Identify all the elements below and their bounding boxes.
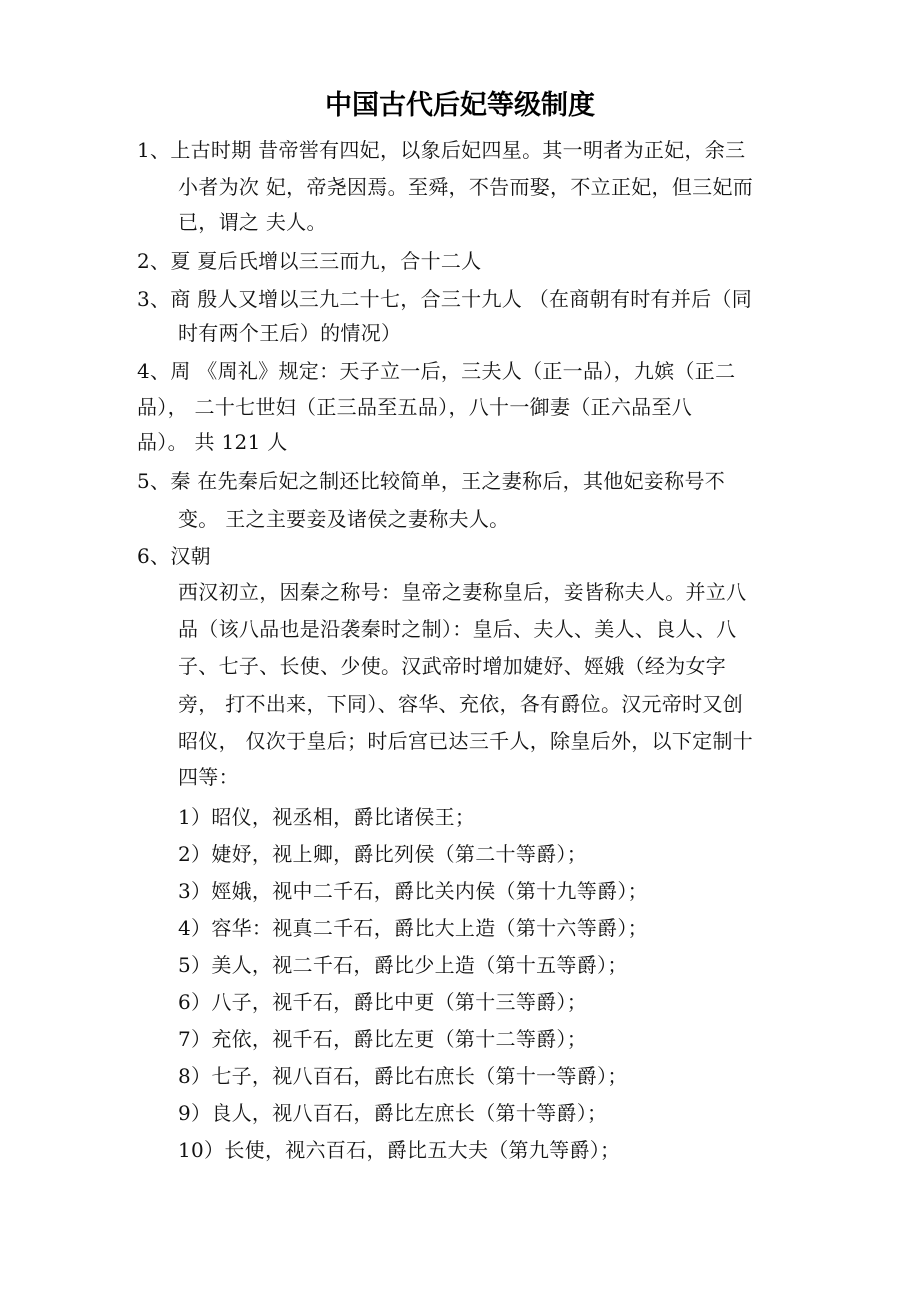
text-line: 小者为次 妃，帝尧因焉。至舜，不告而娶，不立正妃，但三妃而 (178, 175, 754, 199)
text-line: 1、上古时期 昔帝喾有四妃，以象后妃四星。其一明者为正妃，余三 (137, 138, 746, 162)
list-item: 5）美人，视二千石，爵比少上造（第十五等爵）； (178, 953, 628, 977)
list-item: 10）长使，视六百石，爵比五大夫（第九等爵）； (178, 1138, 621, 1162)
text-line: 时有两个王后）的情况） (178, 321, 402, 345)
text-line: 变。 王之主要妾及诸侯之妻称夫人。 (178, 507, 510, 531)
text-line: 品）。 共 121 人 (137, 430, 288, 454)
list-item: 7）充依，视千石，爵比左更（第十二等爵）； (178, 1027, 588, 1051)
text-line: 品）， 二十七世妇（正三品至五品），八十一御妻（正六品至八 (137, 395, 693, 419)
text-line: 西汉初立，因秦之称号：皇帝之妻称皇后，妾皆称夫人。并立八 (178, 580, 747, 604)
text-line: 已，谓之 夫人。 (178, 210, 327, 234)
list-item: 4）容华：视真二千石，爵比大上造（第十六等爵）； (178, 916, 648, 940)
text-line: 5、秦 在先秦后妃之制还比较简单，王之妻称后，其他妃妾称号不 (137, 469, 726, 493)
text-line: 昭仪， 仅次于皇后；时后宫已达三千人，除皇后外，以下定制十 (178, 729, 754, 753)
text-line: 4、周 《周礼》规定：天子立一后，三夫人（正一品），九嫔（正二 (137, 359, 736, 383)
list-item: 3）娙娥，视中二千石，爵比关内侯（第十九等爵）； (178, 879, 648, 903)
text-line: 旁， 打不出来，下同）、容华、充依，各有爵位。汉元帝时又创 (178, 692, 744, 716)
text-line: 6、汉朝 (137, 544, 211, 568)
text-line: 子、七子、长使、少使。汉武帝时增加婕妤、娙娥（经为女字 (178, 654, 727, 678)
text-line: 四等： (178, 765, 239, 789)
text-line: 2、夏 夏后氏增以三三而九，合十二人 (137, 249, 482, 273)
list-item: 8）七子，视八百石，爵比右庶长（第十一等爵）； (178, 1064, 628, 1088)
text-line: 品（该八品也是沿袭秦时之制）：皇后、夫人、美人、良人、八 (178, 617, 737, 641)
document-title: 中国古代后妃等级制度 (325, 90, 595, 121)
list-item: 1）昭仪，视丞相，爵比诸侯王； (178, 805, 476, 829)
list-item: 2）婕妤，视上卿，爵比列侯（第二十等爵）； (178, 842, 588, 866)
text-line: 3、商 殷人又增以三九二十七，合三十九人 （在商朝有时有并后（同 (137, 287, 753, 311)
list-item: 6）八子，视千石，爵比中更（第十三等爵）； (178, 990, 588, 1014)
list-item: 9）良人，视八百石，爵比左庶长（第十等爵）； (178, 1101, 608, 1125)
